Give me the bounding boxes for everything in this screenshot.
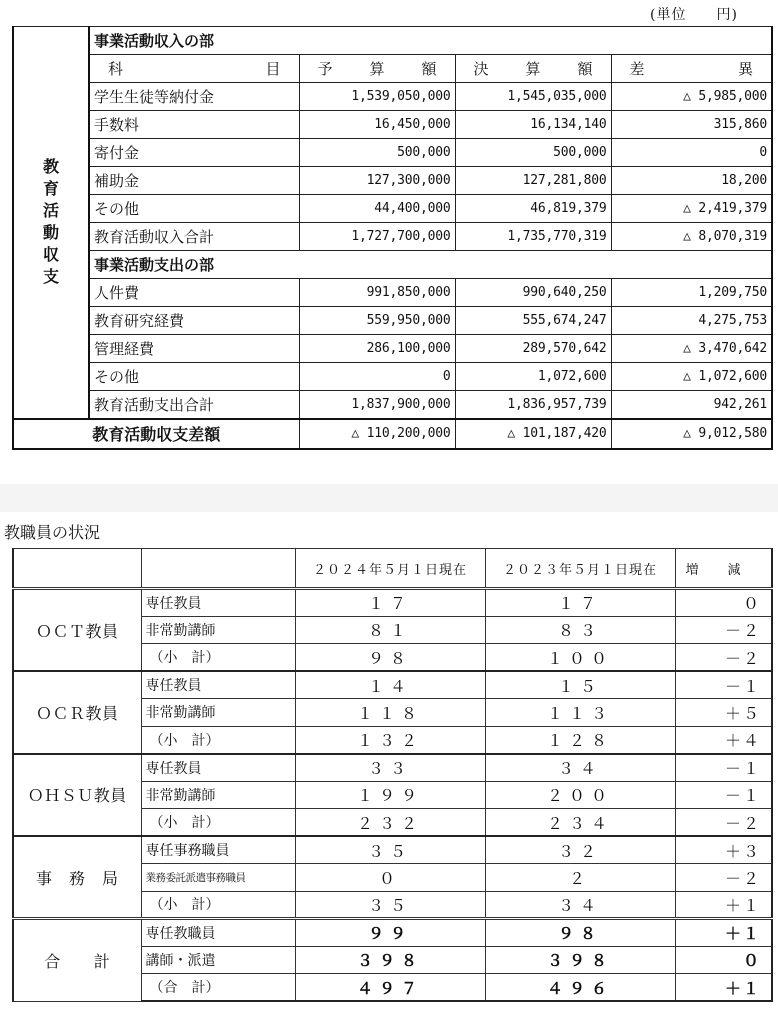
income-section-row bbox=[13, 27, 772, 55]
row-name: その他 bbox=[89, 195, 299, 223]
staff-previous: ３４ bbox=[485, 891, 675, 919]
finance-row bbox=[13, 307, 772, 335]
row-budget: 16,450,000 bbox=[299, 111, 455, 139]
net-label: 教育活動収支差額 bbox=[13, 419, 299, 449]
section-separator bbox=[0, 484, 778, 512]
staff-header-previous: ２０２３年５月１日現在 bbox=[485, 549, 675, 589]
row-name: 寄付金 bbox=[89, 139, 299, 167]
staff-previous: ３４ bbox=[485, 754, 675, 782]
row-actual: 1,545,035,000 bbox=[455, 83, 611, 111]
staff-category: （合 計） bbox=[141, 974, 295, 1002]
staff-title: 教職員の状況 bbox=[4, 523, 101, 542]
staff-category: 専任教員 bbox=[141, 589, 295, 617]
side-label: 教 育 活 動 収 支 bbox=[13, 27, 89, 419]
staff-change: ＋５ bbox=[675, 699, 772, 727]
finance-row bbox=[13, 279, 772, 307]
row-diff: 315,860 bbox=[611, 111, 772, 139]
row-name: その他 bbox=[89, 363, 299, 391]
staff-header-change: 増 減 bbox=[675, 549, 772, 589]
staff-category: 業務委託派遣事務職員 bbox=[141, 864, 295, 892]
staff-change: －２ bbox=[675, 616, 772, 644]
finance-row bbox=[13, 363, 772, 391]
staff-group-name: 合 計 bbox=[13, 919, 141, 1002]
row-name: 補助金 bbox=[89, 167, 299, 195]
row-actual: 46,819,379 bbox=[455, 195, 611, 223]
row-name: 人件費 bbox=[89, 279, 299, 307]
row-budget: 286,100,000 bbox=[299, 335, 455, 363]
staff-previous: ８３ bbox=[485, 616, 675, 644]
finance-row bbox=[13, 223, 772, 251]
staff-current: １３２ bbox=[295, 726, 485, 754]
staff-change: －２ bbox=[675, 809, 772, 837]
income-section-title: 事業活動収入の部 bbox=[89, 27, 772, 55]
row-actual: 1,836,957,739 bbox=[455, 391, 611, 419]
staff-header-blank2 bbox=[141, 549, 295, 589]
net-diff: △ 9,012,580 bbox=[611, 419, 772, 449]
row-budget: 991,850,000 bbox=[299, 279, 455, 307]
staff-category: 講師・派遣 bbox=[141, 946, 295, 974]
staff-current: ８１ bbox=[295, 616, 485, 644]
staff-category: 非常勤講師 bbox=[141, 781, 295, 809]
staff-category: 専任教員 bbox=[141, 754, 295, 782]
finance-row bbox=[13, 139, 772, 167]
staff-current: １９９ bbox=[295, 781, 485, 809]
row-actual: 990,640,250 bbox=[455, 279, 611, 307]
row-budget: 559,950,000 bbox=[299, 307, 455, 335]
staff-table bbox=[12, 548, 773, 1002]
row-actual: 555,674,247 bbox=[455, 307, 611, 335]
finance-row bbox=[13, 167, 772, 195]
staff-previous: １００ bbox=[485, 644, 675, 672]
staff-current: １７ bbox=[295, 589, 485, 617]
staff-group-name: ＯＣＴ教員 bbox=[13, 589, 141, 672]
staff-previous: ３９８ bbox=[485, 946, 675, 974]
unit-prefix: (単位 bbox=[650, 7, 687, 23]
row-budget: 1,539,050,000 bbox=[299, 83, 455, 111]
staff-group-name: ＯＨＳＵ教員 bbox=[13, 754, 141, 837]
row-name: 学生生徒等納付金 bbox=[89, 83, 299, 111]
finance-table bbox=[12, 26, 773, 450]
row-diff: △ 8,070,319 bbox=[611, 223, 772, 251]
finance-row bbox=[13, 83, 772, 111]
header-diff: 差 異 bbox=[611, 55, 772, 83]
row-diff: 1,209,750 bbox=[611, 279, 772, 307]
staff-row bbox=[13, 836, 772, 864]
staff-current: ３５ bbox=[295, 836, 485, 864]
staff-previous: ２３４ bbox=[485, 809, 675, 837]
staff-change: －１ bbox=[675, 671, 772, 699]
staff-category: （小 計） bbox=[141, 809, 295, 837]
row-budget: 127,300,000 bbox=[299, 167, 455, 195]
row-diff: 942,261 bbox=[611, 391, 772, 419]
staff-change: ０ bbox=[675, 946, 772, 974]
staff-category: （小 計） bbox=[141, 644, 295, 672]
row-diff: 0 bbox=[611, 139, 772, 167]
row-name: 教育活動支出合計 bbox=[89, 391, 299, 419]
net-budget: △ 110,200,000 bbox=[299, 419, 455, 449]
row-budget: 0 bbox=[299, 363, 455, 391]
staff-change: －１ bbox=[675, 781, 772, 809]
staff-previous: ９８ bbox=[485, 919, 675, 947]
row-actual: 1,072,600 bbox=[455, 363, 611, 391]
net-actual: △ 101,187,420 bbox=[455, 419, 611, 449]
row-actual: 500,000 bbox=[455, 139, 611, 167]
staff-row bbox=[13, 589, 772, 617]
row-budget: 500,000 bbox=[299, 139, 455, 167]
staff-header-row bbox=[13, 549, 772, 589]
staff-previous: １５ bbox=[485, 671, 675, 699]
staff-change: ０ bbox=[675, 589, 772, 617]
net-row bbox=[13, 419, 772, 449]
staff-category: 専任教員 bbox=[141, 671, 295, 699]
row-actual: 1,735,770,319 bbox=[455, 223, 611, 251]
staff-change: ＋３ bbox=[675, 836, 772, 864]
staff-previous: １７ bbox=[485, 589, 675, 617]
header-actual: 決 算 額 bbox=[455, 55, 611, 83]
staff-category: （小 計） bbox=[141, 726, 295, 754]
staff-category: 専任教職員 bbox=[141, 919, 295, 947]
staff-group-name: 事 務 局 bbox=[13, 836, 141, 919]
staff-current: ４９７ bbox=[295, 974, 485, 1002]
row-diff: 4,275,753 bbox=[611, 307, 772, 335]
staff-change: ＋１ bbox=[675, 919, 772, 947]
staff-previous: １１３ bbox=[485, 699, 675, 727]
header-row bbox=[13, 55, 772, 83]
finance-row bbox=[13, 335, 772, 363]
staff-change: ＋４ bbox=[675, 726, 772, 754]
staff-change: －２ bbox=[675, 864, 772, 892]
finance-row bbox=[13, 195, 772, 223]
row-actual: 16,134,140 bbox=[455, 111, 611, 139]
staff-header-blank bbox=[13, 549, 141, 589]
row-diff: △ 3,470,642 bbox=[611, 335, 772, 363]
staff-current: １４ bbox=[295, 671, 485, 699]
row-name: 教育活動収入合計 bbox=[89, 223, 299, 251]
staff-current: ０ bbox=[295, 864, 485, 892]
row-name: 教育研究経費 bbox=[89, 307, 299, 335]
row-diff: △ 1,072,600 bbox=[611, 363, 772, 391]
staff-previous: ２ bbox=[485, 864, 675, 892]
finance-row bbox=[13, 391, 772, 419]
row-budget: 44,400,000 bbox=[299, 195, 455, 223]
row-diff: 18,200 bbox=[611, 167, 772, 195]
staff-current: ３３ bbox=[295, 754, 485, 782]
staff-previous: ４９６ bbox=[485, 974, 675, 1002]
finance-row bbox=[13, 111, 772, 139]
staff-current: ９９ bbox=[295, 919, 485, 947]
staff-row bbox=[13, 671, 772, 699]
staff-change: ＋１ bbox=[675, 891, 772, 919]
header-item: 科 目 bbox=[89, 55, 299, 83]
row-actual: 289,570,642 bbox=[455, 335, 611, 363]
header-budget: 予 算 額 bbox=[299, 55, 455, 83]
staff-previous: ３２ bbox=[485, 836, 675, 864]
staff-previous: ２００ bbox=[485, 781, 675, 809]
staff-row bbox=[13, 919, 772, 947]
staff-current: ３９８ bbox=[295, 946, 485, 974]
unit-label bbox=[650, 4, 738, 24]
row-name: 手数料 bbox=[89, 111, 299, 139]
row-actual: 127,281,800 bbox=[455, 167, 611, 195]
staff-change: ＋１ bbox=[675, 974, 772, 1002]
row-diff: △ 5,985,000 bbox=[611, 83, 772, 111]
staff-change: －２ bbox=[675, 644, 772, 672]
expense-section-row bbox=[13, 251, 772, 279]
staff-previous: １２８ bbox=[485, 726, 675, 754]
row-diff: △ 2,419,379 bbox=[611, 195, 772, 223]
staff-category: 非常勤講師 bbox=[141, 616, 295, 644]
staff-change: －１ bbox=[675, 754, 772, 782]
staff-current: ２３２ bbox=[295, 809, 485, 837]
staff-row bbox=[13, 754, 772, 782]
staff-group-name: ＯＣＲ教員 bbox=[13, 671, 141, 754]
unit-suffix: 円) bbox=[716, 7, 738, 23]
staff-category: （小 計） bbox=[141, 891, 295, 919]
row-budget: 1,837,900,000 bbox=[299, 391, 455, 419]
staff-current: ３５ bbox=[295, 891, 485, 919]
staff-current: １１８ bbox=[295, 699, 485, 727]
row-name: 管理経費 bbox=[89, 335, 299, 363]
staff-header-current: ２０２４年５月１日現在 bbox=[295, 549, 485, 589]
staff-current: ９８ bbox=[295, 644, 485, 672]
row-budget: 1,727,700,000 bbox=[299, 223, 455, 251]
staff-category: 専任事務職員 bbox=[141, 836, 295, 864]
staff-category: 非常勤講師 bbox=[141, 699, 295, 727]
expense-section-title: 事業活動支出の部 bbox=[89, 251, 772, 279]
